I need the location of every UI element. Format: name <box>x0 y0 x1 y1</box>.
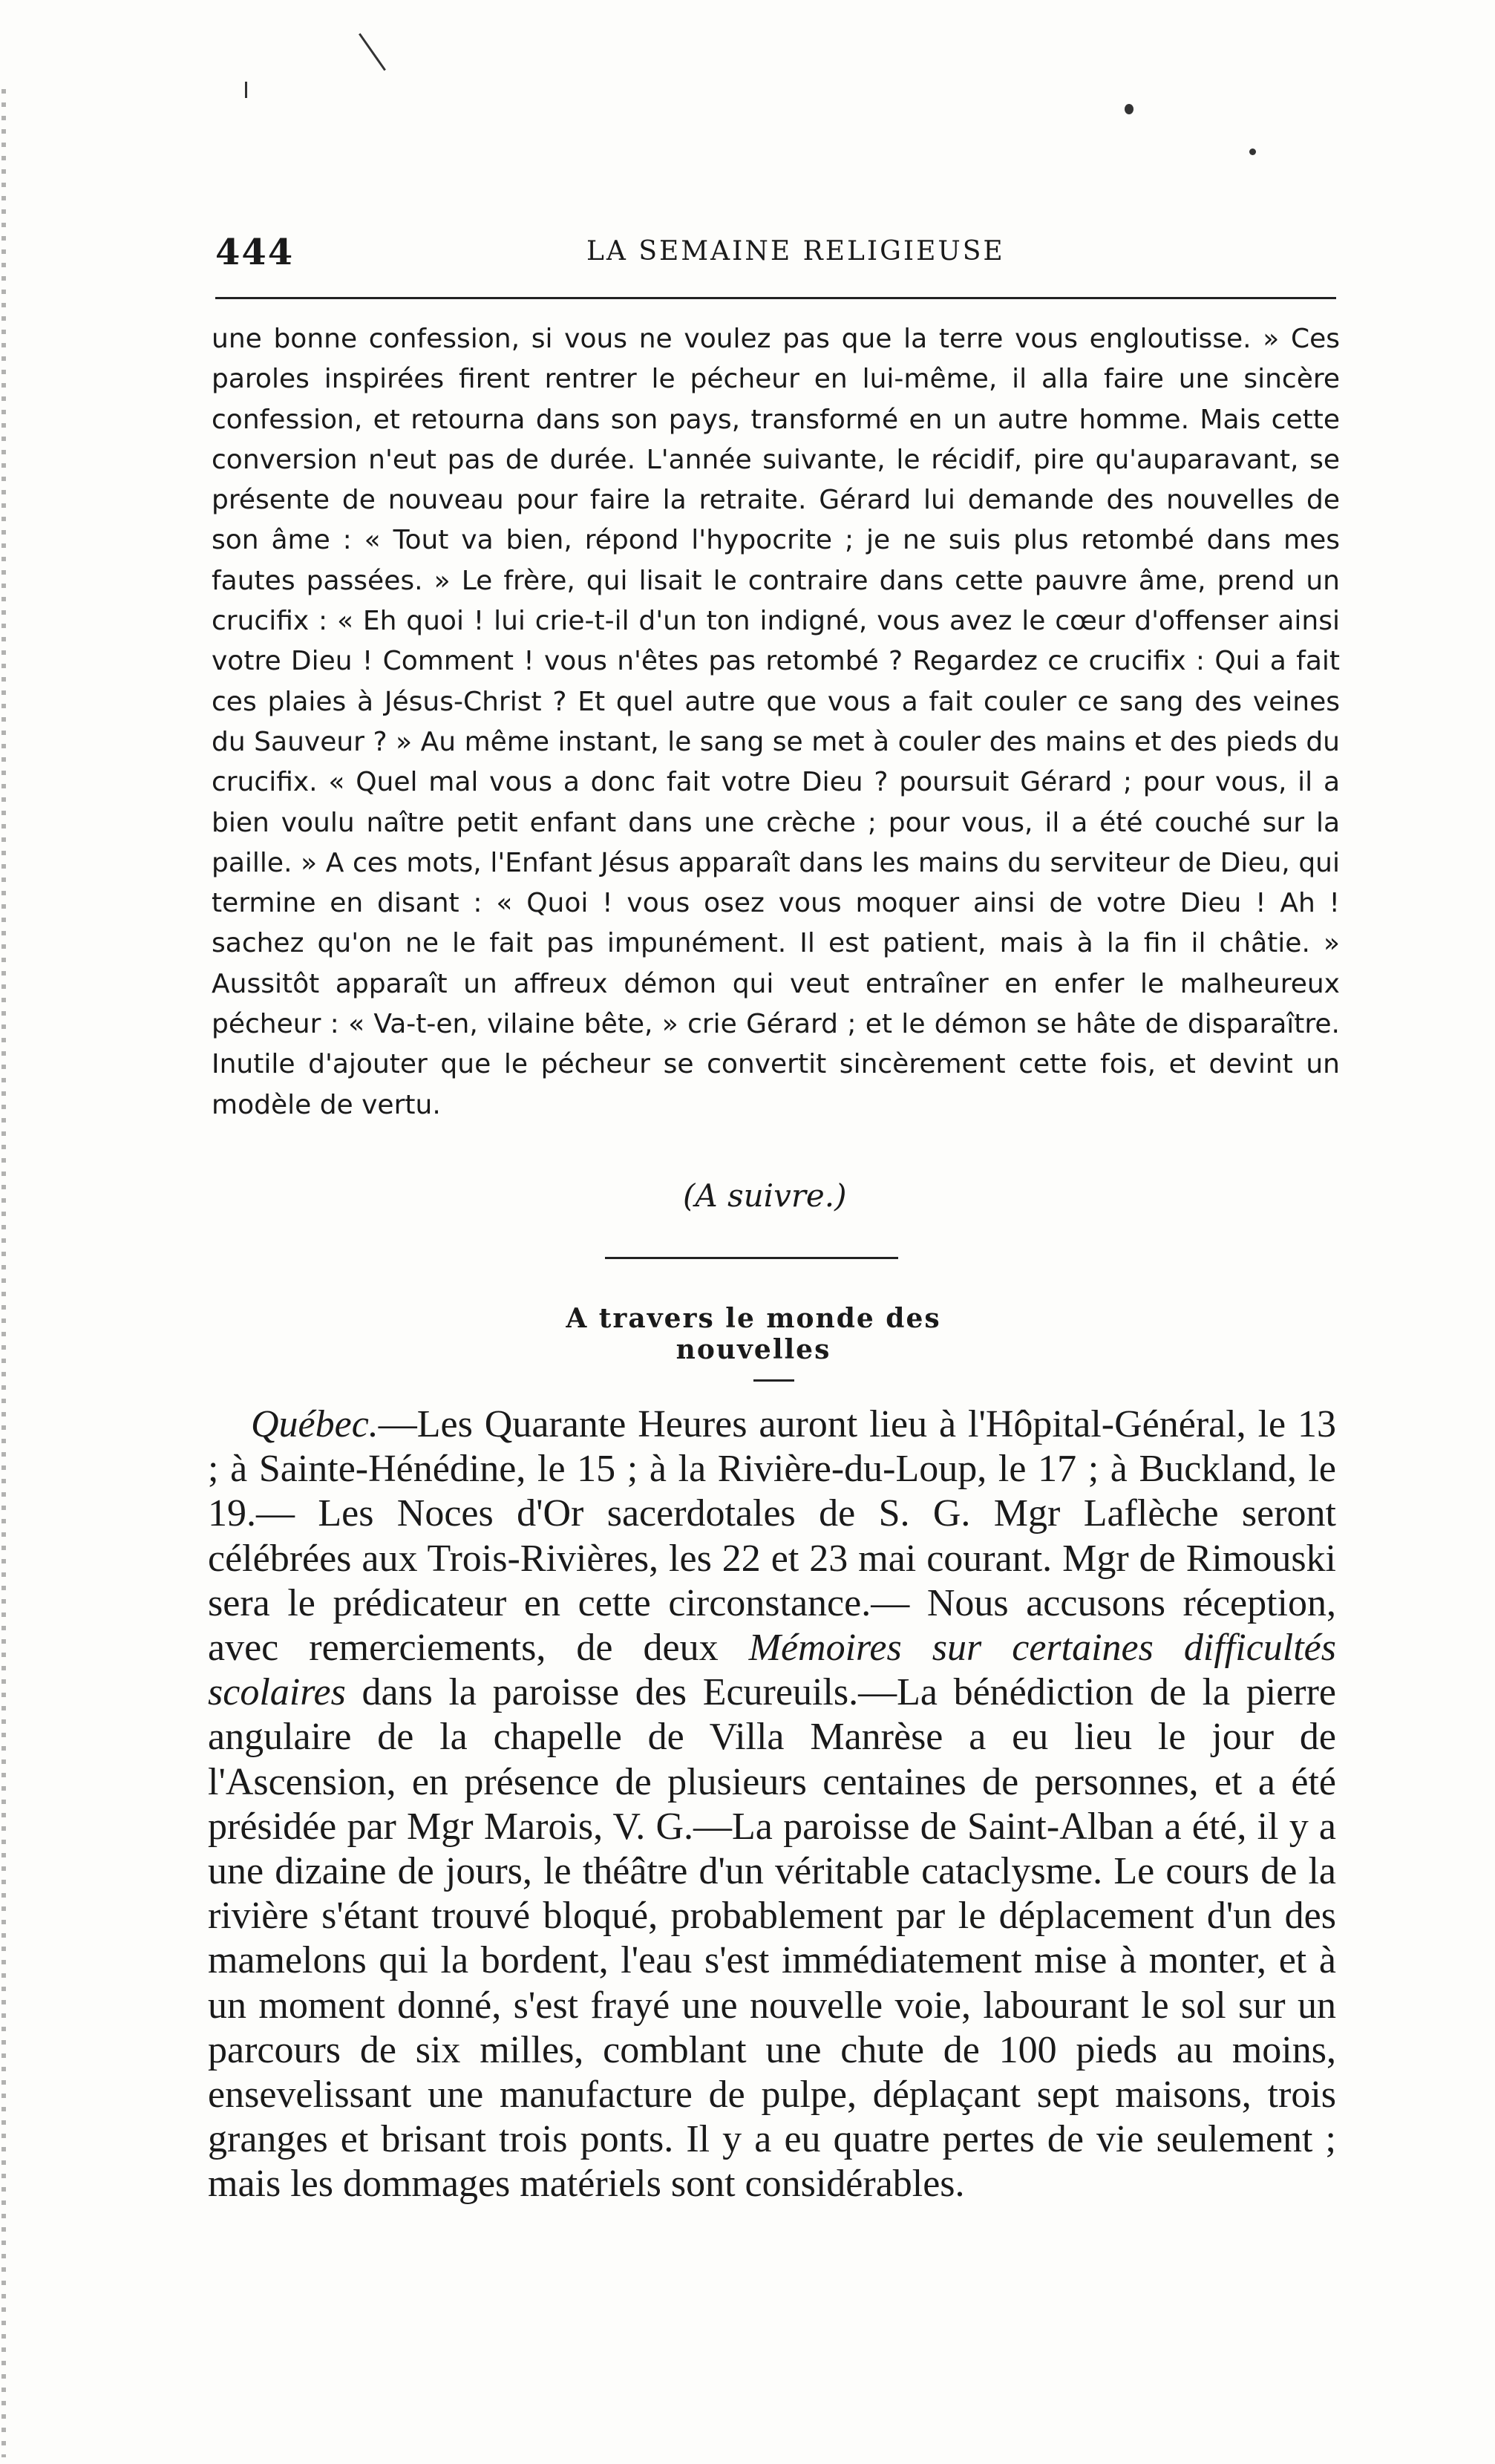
ink-speck <box>245 82 247 98</box>
section-title: A travers le monde des nouvelles <box>566 1303 941 1365</box>
news-text-part-2: dans la paroisse des Ecureuils.—La bénédiction de la pierre angulaire de la chapelle de Villa Manrèse a eu lieu le jour de l'Ascension, en présence de plusieurs centaines de personnes, et a été présidée par Mgr Marois, V. G.—La paroisse de Saint-Alban a été, il y a une dizaine de jours, le théâtre d'un véritable cataclysme. Le cours de la rivière s'étant trouvé bloqué, probablement par le déplacement d'un des mamelons qui la bordent, l'eau s'est immédiatement mise à monter, et à un moment donné, s'est frayé une nouvelle voie, labourant le sol sur un parcours de six milles, comblant une chute de 100 pieds au moins, ensevelissant une manufacture de pulpe, déplaçant sept maisons, trois granges et brisant trois ponts. Il y a eu quatre pertes de vie seulement ; mais les dommages matériels sont considérables. <box>208 1671 1336 2206</box>
ink-speck <box>1249 148 1256 155</box>
ink-speck <box>1125 104 1133 114</box>
title-dash <box>753 1379 794 1382</box>
news-text-part-1: —Les Quarante Heures auront lieu à l'Hôpital-Général, le 13 ; à Sainte-Hénédine, le 15 ; à la Rivière-du-Loup, le 17 ; à Buckland, le 19.— Les Noces d'Or sacerdotales de S. G. Mgr Laflèche seront célébrées aux Trois-Rivières, les 22 et 23 mai courant. Mgr de Rimouski sera le prédicateur en cette circonstance.— Nous accusons réception, avec remerciements, de deux <box>208 1403 1336 1670</box>
news-article <box>208 1402 1336 2207</box>
article-paragraph: une bonne confession, si vous ne voulez pas que la terre vous engloutisse. » Ces paroles inspirées firent rentrer le pécheur en lui-même, il alla faire une sincère confession, et retourna dans son pays, transformé en un autre homme. Mais cette conversion n'eut pas de durée. L'année suivante, le récidif, pire qu'auparavant, se présente de nouveau pour faire la retraite. Gérard lui demande des nouvelles de son âme : « Tout va bien, répond l'hypocrite ; je ne suis plus retombé dans mes fautes passées. » Le frère, qui lisait le contraire dans cette pauvre âme, prend un crucifix : « Eh quoi ! lui crie-t-il d'un ton indigné, vous avez le cœur d'offenser ainsi votre Dieu ! Comment ! vous n'êtes pas retombé ? Regardez ce crucifix : Qui a fait ces plaies à Jésus-Christ ? Et quel autre que vous a fait couler ce sang des veines du Sauveur ? » Au même instant, le sang se met à couler des mains et des pieds du crucifix. « Quel mal vous a donc fait votre Dieu ? poursuit Gérard ; pour vous, il a bien voulu naître petit enfant dans une crèche ; pour vous, il a été couché sur la paille. » A ces mots, l'Enfant Jésus apparaît dans les mains du serviteur de Dieu, qui termine en disant : « Quoi ! vous osez vous moquer ainsi de votre Dieu ! Ah ! sachez qu'on ne le fait pas impunément. Il est patient, mais à la fin il châtie. » Aussitôt apparaît un affreux démon qui veut entraîner en enfer le malheureux pécheur : « Va-t-en, vilaine bête, » crie Gérard ; et le démon se hâte de disparaître. Inutile d'ajouter que le pécheur se convertit sincèrement cette fois, et devint un modèle de vertu. <box>212 324 1340 1120</box>
book-title: Mémoires sur certaines difficultés scolaires <box>208 1627 1336 1714</box>
to-follow-note: (A suivre.) <box>683 1177 847 1214</box>
scanned-page-edge <box>1 89 6 2457</box>
upper-article <box>212 319 1340 1125</box>
running-head: LA SEMAINE RELIGIEUSE <box>586 236 1005 267</box>
page-number: 444 <box>215 232 295 273</box>
ink-speck <box>359 33 386 71</box>
place-name: Québec. <box>251 1403 379 1445</box>
header-rule <box>215 297 1336 299</box>
section-divider <box>605 1257 898 1259</box>
news-paragraph <box>208 1402 1336 2207</box>
